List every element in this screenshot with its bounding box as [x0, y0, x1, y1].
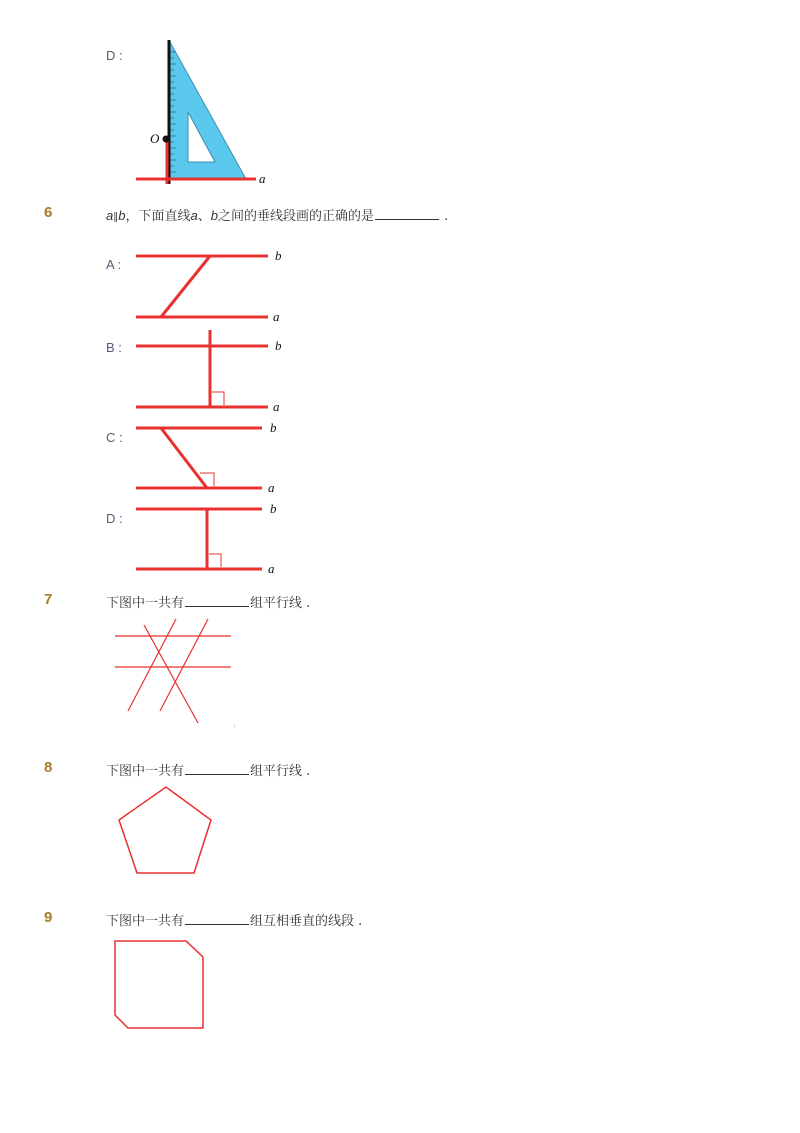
q7-answer-blank[interactable]: [185, 605, 249, 607]
line-a-label: a: [273, 399, 280, 414]
cut-corner-square: [115, 941, 203, 1028]
q6-number: 6: [44, 204, 53, 221]
point-o: [163, 136, 170, 143]
q9-stem: [106, 910, 362, 929]
q8-stem: [106, 760, 310, 779]
q6-option-b-figure: [130, 328, 290, 414]
q7-figure: [110, 615, 250, 730]
q6-var-b: b: [118, 208, 126, 223]
q8-pentagon-figure: [110, 780, 220, 880]
q7-stem: [106, 592, 310, 611]
pentagon: [119, 787, 211, 873]
slanted-line-3: [144, 625, 198, 723]
q6-option-a-label[interactable]: A :: [106, 257, 122, 272]
q6-var-a: a: [106, 208, 114, 223]
line-b-label: b: [275, 248, 282, 263]
q6-text-end: 之间的垂线段画的正确的是: [217, 209, 374, 224]
q9-text-before: 下图中一共有: [106, 914, 185, 929]
q6-option-a-figure: [130, 244, 290, 326]
q9-text-after: 组互相垂直的线段 .: [250, 914, 363, 929]
q6-option-c-label[interactable]: C :: [106, 430, 123, 445]
q6-option-c-figure: [130, 418, 290, 498]
q6-var-b2: b: [210, 208, 218, 223]
q6-stem: [106, 205, 448, 224]
q7-text-before: 下图中一共有: [106, 596, 185, 611]
q8-number: 8: [44, 759, 53, 776]
q6-period: .: [444, 209, 449, 224]
segment: [161, 256, 210, 317]
point-o-label: O: [150, 131, 160, 146]
q6-option-b-label[interactable]: B :: [106, 340, 122, 355]
q6-var-a2: a: [190, 208, 198, 223]
slanted-segment: [161, 428, 207, 488]
q8-text-before: 下图中一共有: [106, 764, 185, 779]
q6-option-d-figure: [130, 499, 290, 577]
q5-option-d-figure: [130, 38, 280, 188]
tiny-mark: ↓: [233, 723, 236, 729]
line-b-label: b: [275, 338, 282, 353]
line-a-label: a: [268, 480, 275, 495]
q5-option-d-label[interactable]: D :: [106, 48, 123, 63]
line-b-label: b: [270, 501, 277, 516]
right-angle-mark: [209, 554, 221, 567]
q6-option-d-label[interactable]: D :: [106, 511, 123, 526]
q7-number: 7: [44, 591, 53, 608]
q8-text-after: 组平行线 .: [250, 764, 311, 779]
right-angle-mark: [212, 392, 224, 405]
q8-answer-blank[interactable]: [185, 773, 249, 775]
line-a-label: a: [268, 561, 275, 576]
q6-answer-blank[interactable]: [375, 218, 439, 220]
parallel-symbol: ∥: [113, 212, 119, 223]
line-b-label: b: [270, 420, 277, 435]
q6-text-sep: 、: [197, 209, 211, 224]
q7-text-after: 组平行线 .: [250, 596, 311, 611]
line-a-label: a: [259, 171, 266, 186]
line-a-label: a: [273, 309, 280, 324]
slanted-line-1: [128, 619, 176, 711]
q9-number: 9: [44, 909, 53, 926]
q9-answer-blank[interactable]: [185, 923, 249, 925]
q6-text-mid: ，下面直线: [125, 209, 191, 224]
q9-octagon-figure: [108, 935, 213, 1035]
